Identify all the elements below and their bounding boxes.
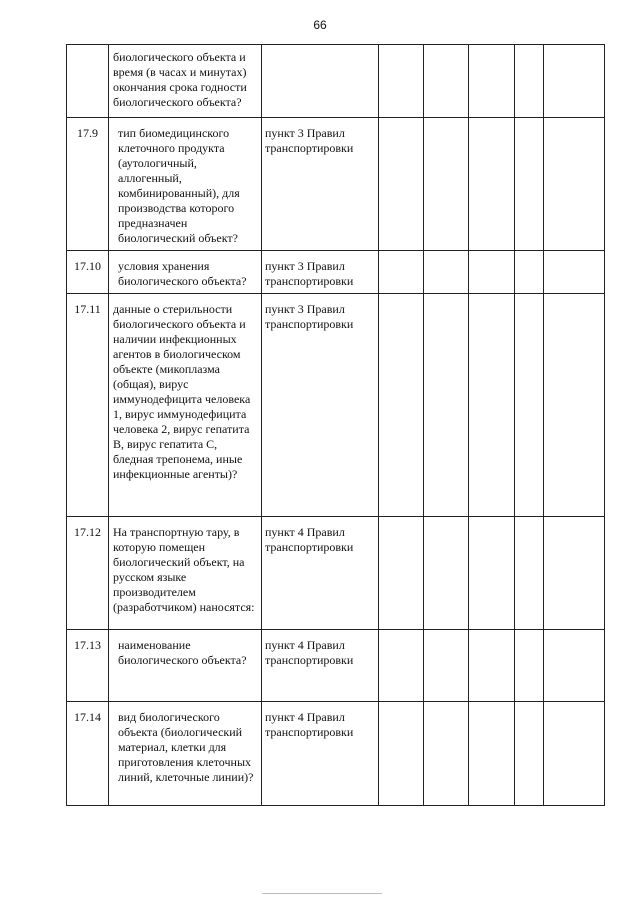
empty-cell: [515, 517, 544, 630]
empty-cell: [424, 294, 469, 517]
table-row: [67, 702, 605, 806]
empty-cell: [424, 251, 469, 294]
legal-reference: пункт 4 Правил транспортировки: [262, 702, 379, 806]
empty-cell: [544, 45, 605, 118]
requirement-text: тип биомедицинского клеточного продукта (аутологичный, аллогенный, комбинированный), для производства которого предназначен биологический объект?: [109, 118, 262, 251]
empty-cell: [515, 45, 544, 118]
empty-cell: [544, 118, 605, 251]
empty-cell: [469, 118, 515, 251]
empty-cell: [379, 118, 424, 251]
page-number: 66: [313, 18, 327, 32]
empty-cell: [379, 630, 424, 702]
empty-cell: [469, 517, 515, 630]
requirement-text: На транспортную тару, в которую помещен биологический объект, на русском языке производителем (разработчиком) наносятся:: [109, 517, 262, 630]
empty-cell: [469, 251, 515, 294]
empty-cell: [379, 702, 424, 806]
requirement-text: данные о стерильности биологического объекта и наличии инфекционных агентов в биологическом объекте (микоплазма (общая), вирус иммунодефицита человека 1, вирус иммунодефицита человека 2, вирус гепатита В, вирус гепатита С, бледная трепонема, иные инфекционные агенты)?: [109, 294, 262, 517]
empty-cell: [424, 630, 469, 702]
table-row: [67, 45, 605, 118]
empty-cell: [515, 294, 544, 517]
table-row: [67, 630, 605, 702]
empty-cell: [379, 251, 424, 294]
empty-cell: [515, 630, 544, 702]
row-number: 17.13: [67, 630, 109, 702]
empty-cell: [469, 294, 515, 517]
table-row: [67, 517, 605, 630]
empty-cell: [544, 517, 605, 630]
legal-reference: пункт 3 Правил транспортировки: [262, 118, 379, 251]
empty-cell: [544, 630, 605, 702]
empty-cell: [544, 702, 605, 806]
legal-reference: пункт 4 Правил транспортировки: [262, 630, 379, 702]
legal-reference: пункт 4 Правил транспортировки: [262, 517, 379, 630]
empty-cell: [379, 294, 424, 517]
table-row: [67, 251, 605, 294]
checklist-table: [66, 44, 605, 806]
row-number: 17.14: [67, 702, 109, 806]
empty-cell: [544, 251, 605, 294]
empty-cell: [469, 45, 515, 118]
requirement-text: вид биологического объекта (биологический материал, клетки для приготовления клеточных линий, клеточные линии)?: [109, 702, 262, 806]
row-number: [67, 45, 109, 118]
empty-cell: [469, 630, 515, 702]
scan-artifact-line: [262, 893, 382, 894]
empty-cell: [515, 251, 544, 294]
empty-cell: [544, 294, 605, 517]
requirement-text: условия хранения биологического объекта?: [109, 251, 262, 294]
table-row: [67, 294, 605, 517]
row-number: 17.9: [67, 118, 109, 251]
empty-cell: [469, 702, 515, 806]
legal-reference: пункт 3 Правил транспортировки: [262, 251, 379, 294]
empty-cell: [379, 517, 424, 630]
empty-cell: [424, 118, 469, 251]
requirement-text: биологического объекта и время (в часах и минутах) окончания срока годности биологического объекта?: [109, 45, 262, 118]
row-number: 17.12: [67, 517, 109, 630]
row-number: 17.10: [67, 251, 109, 294]
empty-cell: [424, 702, 469, 806]
empty-cell: [515, 702, 544, 806]
legal-reference: [262, 45, 379, 118]
empty-cell: [424, 517, 469, 630]
empty-cell: [515, 118, 544, 251]
requirement-text: наименование биологического объекта?: [109, 630, 262, 702]
empty-cell: [379, 45, 424, 118]
empty-cell: [424, 45, 469, 118]
legal-reference: пункт 3 Правил транспортировки: [262, 294, 379, 517]
row-number: 17.11: [67, 294, 109, 517]
table-row: [67, 118, 605, 251]
